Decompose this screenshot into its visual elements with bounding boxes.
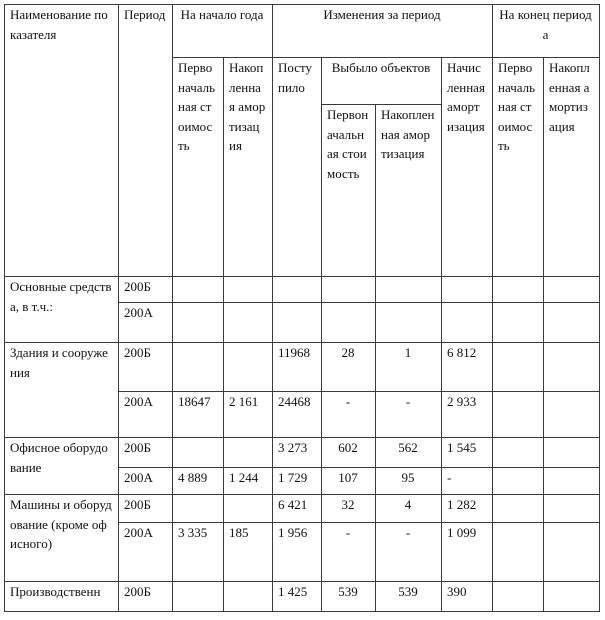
received-cell: 24468 (273, 392, 322, 438)
header-received: Поступило (273, 58, 322, 277)
charged-depr-cell: 390 (442, 582, 493, 612)
period-cell: 200А (119, 303, 173, 343)
received-cell: 6 421 (273, 495, 322, 523)
charged-depr-cell (442, 303, 493, 343)
table-row (5, 343, 600, 392)
header-start-of-year: На начало года (173, 5, 273, 58)
start-cost-cell: 18647 (173, 392, 224, 438)
period-cell: 200Б (119, 343, 173, 392)
table-row (5, 438, 600, 468)
header-period: Период (119, 5, 173, 277)
end-cost-cell (493, 582, 544, 612)
period-cell: 200А (119, 523, 173, 582)
received-cell: 1 729 (273, 468, 322, 495)
charged-depr-cell: - (442, 468, 493, 495)
disposed-cost-cell: - (322, 392, 376, 438)
end-cost-cell (493, 523, 544, 582)
end-cost-cell (493, 277, 544, 303)
row-name-production: Производственн (5, 582, 119, 612)
disposed-cost-cell: 107 (322, 468, 376, 495)
table-row (5, 277, 600, 303)
disposed-cost-cell: 32 (322, 495, 376, 523)
fixed-assets-table (4, 4, 600, 612)
charged-depr-cell: 1 545 (442, 438, 493, 468)
disposed-cost-cell (322, 277, 376, 303)
header-end-initial-cost: Первоначальная стоимость (493, 58, 544, 277)
header-disposed-accumulated-depreciation: Накопленная амортизация (376, 105, 442, 277)
period-cell: 200А (119, 468, 173, 495)
header-accumulated-depreciation: Накопленная амортизация (224, 58, 273, 277)
end-cost-cell (493, 468, 544, 495)
disposed-depr-cell: 1 (376, 343, 442, 392)
end-depr-cell (544, 582, 600, 612)
end-cost-cell (493, 438, 544, 468)
header-disposed-objects: Выбыло объектов (322, 58, 442, 105)
disposed-cost-cell: 539 (322, 582, 376, 612)
end-depr-cell (544, 468, 600, 495)
period-cell: 200Б (119, 495, 173, 523)
period-cell: 200А (119, 392, 173, 438)
disposed-depr-cell: - (376, 392, 442, 438)
disposed-depr-cell (376, 277, 442, 303)
charged-depr-cell: 6 812 (442, 343, 493, 392)
received-cell (273, 303, 322, 343)
period-cell: 200Б (119, 277, 173, 303)
start-cost-cell (173, 303, 224, 343)
received-cell (273, 277, 322, 303)
end-depr-cell (544, 303, 600, 343)
header-indicator-name: Наименование показателя (5, 5, 119, 277)
end-cost-cell (493, 303, 544, 343)
end-cost-cell (493, 495, 544, 523)
charged-depr-cell: 1 282 (442, 495, 493, 523)
row-name-fixed-assets: Основные средства, в т.ч.: (5, 277, 119, 343)
end-cost-cell (493, 343, 544, 392)
table-row (5, 582, 600, 612)
period-cell: 200Б (119, 438, 173, 468)
period-cell: 200Б (119, 582, 173, 612)
end-depr-cell (544, 343, 600, 392)
received-cell: 1 425 (273, 582, 322, 612)
start-depr-cell: 185 (224, 523, 273, 582)
disposed-cost-cell: 28 (322, 343, 376, 392)
charged-depr-cell (442, 277, 493, 303)
disposed-depr-cell: 562 (376, 438, 442, 468)
header-end-of-period: На конец периода (493, 5, 600, 58)
start-cost-cell (173, 343, 224, 392)
received-cell: 11968 (273, 343, 322, 392)
charged-depr-cell: 1 099 (442, 523, 493, 582)
header-changes-for-period: Изменения за период (273, 5, 493, 58)
row-name-buildings: Здания и сооружения (5, 343, 119, 438)
start-depr-cell (224, 303, 273, 343)
end-depr-cell (544, 392, 600, 438)
disposed-cost-cell: 602 (322, 438, 376, 468)
start-depr-cell (224, 582, 273, 612)
end-cost-cell (493, 392, 544, 438)
end-depr-cell (544, 277, 600, 303)
end-depr-cell (544, 523, 600, 582)
disposed-depr-cell: 4 (376, 495, 442, 523)
header-end-accumulated-depreciation: Накопленная амортизация (544, 58, 600, 277)
start-depr-cell: 2 161 (224, 392, 273, 438)
disposed-depr-cell: 95 (376, 468, 442, 495)
start-depr-cell: 1 244 (224, 468, 273, 495)
start-depr-cell (224, 495, 273, 523)
disposed-depr-cell: - (376, 523, 442, 582)
disposed-cost-cell: - (322, 523, 376, 582)
charged-depr-cell: 2 933 (442, 392, 493, 438)
start-cost-cell (173, 495, 224, 523)
start-cost-cell: 4 889 (173, 468, 224, 495)
received-cell: 3 273 (273, 438, 322, 468)
start-cost-cell (173, 582, 224, 612)
start-cost-cell: 3 335 (173, 523, 224, 582)
end-depr-cell (544, 438, 600, 468)
header-initial-cost: Первоначальная стоимость (173, 58, 224, 277)
received-cell: 1 956 (273, 523, 322, 582)
table-row (5, 495, 600, 523)
start-cost-cell (173, 277, 224, 303)
disposed-depr-cell (376, 303, 442, 343)
end-depr-cell (544, 495, 600, 523)
start-cost-cell (173, 438, 224, 468)
row-name-office-equipment: Офисное оборудование (5, 438, 119, 495)
header-charged-depreciation: Начисленная амортизация (442, 58, 493, 277)
start-depr-cell (224, 277, 273, 303)
start-depr-cell (224, 343, 273, 392)
disposed-cost-cell (322, 303, 376, 343)
header-disposed-initial-cost: Первоначальная стоимость (322, 105, 376, 277)
start-depr-cell (224, 438, 273, 468)
row-name-machinery: Машины и оборудование (кроме офисного) (5, 495, 119, 582)
disposed-depr-cell: 539 (376, 582, 442, 612)
